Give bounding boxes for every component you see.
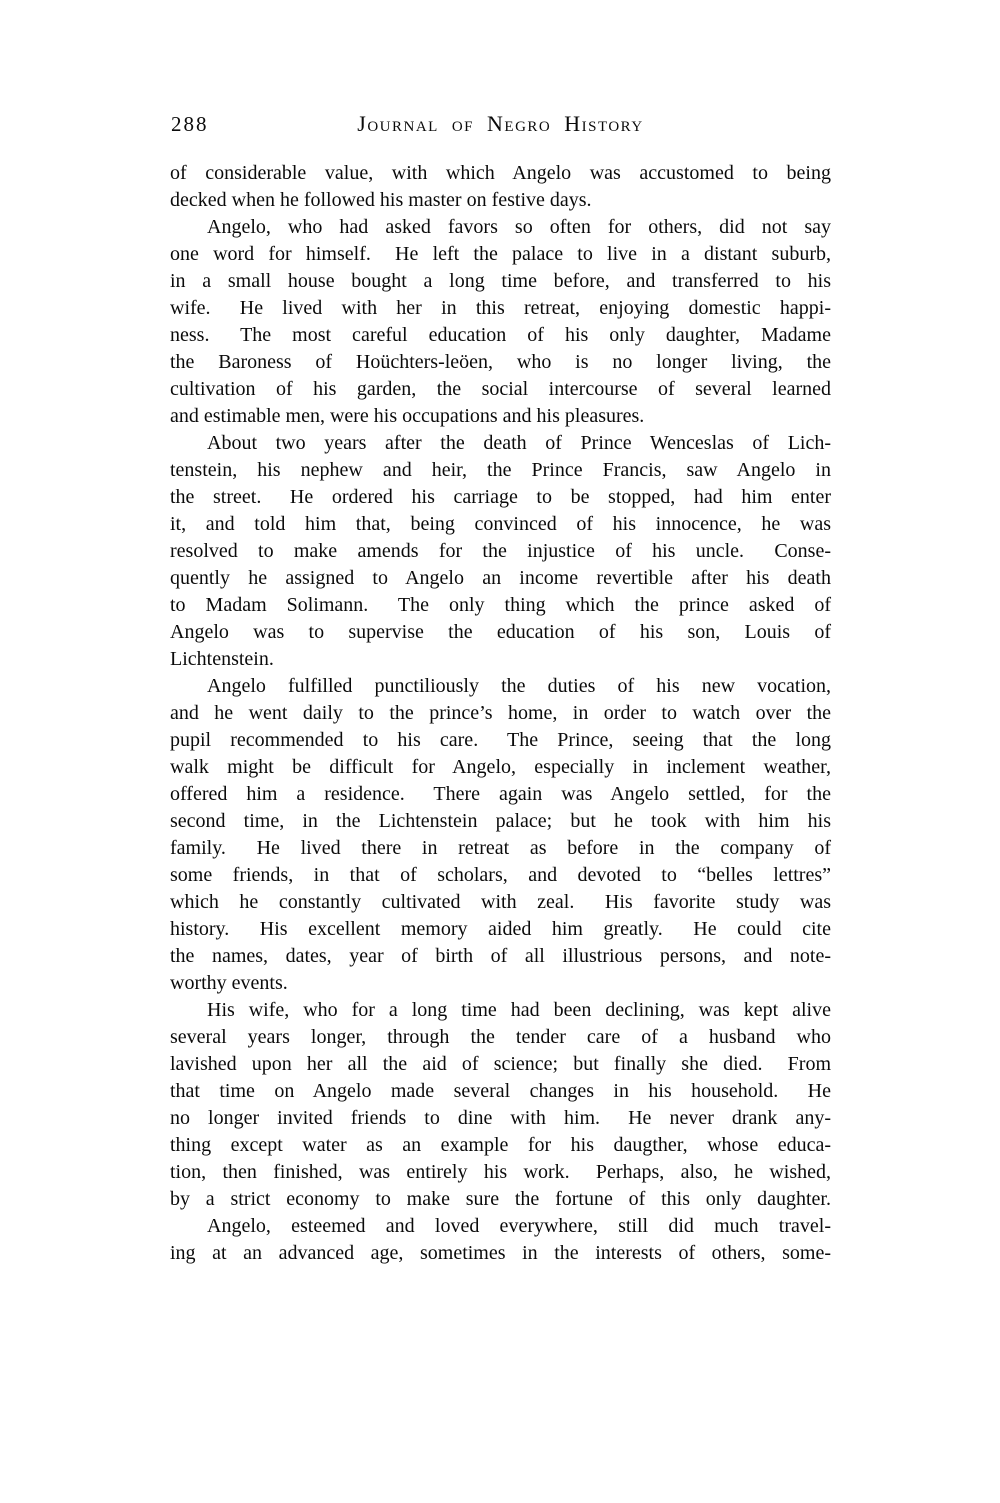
text-line: Angelo, esteemed and loved everywhere, still did much travel- (207, 1215, 831, 1237)
text-line: some friends, in that of scholars, and devoted to “belles lettres” (170, 864, 831, 886)
text-line: walk might be difficult for Angelo, especially in inclement weather, (170, 756, 831, 778)
paragraph (170, 1213, 831, 1267)
paragraph (170, 430, 831, 673)
paragraph (170, 997, 831, 1213)
text-line: ness. The most careful education of his only daughter, Madame (170, 324, 831, 346)
text-line: which he constantly cultivated with zeal. His favorite study was (170, 891, 831, 913)
text-line: cultivation of his garden, the social intercourse of several learned (170, 378, 831, 400)
text-line: About two years after the death of Prince Wenceslas of Lich- (207, 432, 831, 454)
page-number: 288 (171, 112, 209, 136)
text-line: Angelo was to supervise the education of his son, Louis of (170, 621, 831, 643)
paragraph (170, 160, 831, 214)
text-line: and he went daily to the prince’s home, in order to watch over the (170, 702, 831, 724)
paragraph (170, 214, 831, 430)
text-line: it, and told him that, being convinced of his innocence, he was (170, 513, 831, 535)
paragraph (170, 673, 831, 997)
text-line: the Baroness of Hoüchters-leöen, who is no longer living, the (170, 351, 831, 373)
text-line: lavished upon her all the aid of science; but finally she died. From (170, 1053, 831, 1075)
text-line: the street. He ordered his carriage to be stopped, had him enter (170, 486, 831, 508)
text-line: to Madam Solimann. The only thing which the prince asked of (170, 594, 831, 616)
text-line: one word for himself. He left the palace to live in a distant suburb, (170, 243, 831, 265)
text-line: Lichtenstein. (170, 648, 274, 670)
text-line: Angelo fulfilled punctiliously the duties of his new vocation, (207, 675, 831, 697)
text-line: ing at an advanced age, sometimes in the interests of others, some- (170, 1242, 831, 1264)
text-line: by a strict economy to make sure the fortune of this only daughter. (170, 1188, 831, 1210)
text-line: family. He lived there in retreat as before in the company of (170, 837, 831, 859)
text-line: wife. He lived with her in this retreat, enjoying domestic happi- (170, 297, 831, 319)
text-line: His wife, who for a long time had been declining, was kept alive (207, 999, 831, 1021)
text-line: Angelo, who had asked favors so often for others, did not say (207, 216, 831, 238)
text-line: resolved to make amends for the injustice of his uncle. Conse- (170, 540, 831, 562)
text-line: and estimable men, were his occupations and his pleasures. (170, 405, 645, 427)
body-text (170, 160, 831, 1267)
journal-title: Journal of Negro History (357, 111, 644, 136)
page-header (170, 110, 831, 140)
text-line: of considerable value, with which Angelo was accustomed to being (170, 162, 831, 184)
text-line: offered him a residence. There again was Angelo settled, for the (170, 783, 831, 805)
text-line: the names, dates, year of birth of all illustrious persons, and note- (170, 945, 831, 967)
text-line: thing except water as an example for his daugther, whose educa- (170, 1134, 831, 1156)
text-line: several years longer, through the tender care of a husband who (170, 1026, 831, 1048)
text-line: worthy events. (170, 972, 288, 994)
text-line: tenstein, his nephew and heir, the Prince Francis, saw Angelo in (170, 459, 831, 481)
text-line: tion, then finished, was entirely his work. Perhaps, also, he wished, (170, 1161, 831, 1183)
text-line: history. His excellent memory aided him greatly. He could cite (170, 918, 831, 940)
text-line: in a small house bought a long time before, and transferred to his (170, 270, 831, 292)
text-line: second time, in the Lichtenstein palace; but he took with him his (170, 810, 831, 832)
text-line: quently he assigned to Angelo an income revertible after his death (170, 567, 831, 589)
text-line: decked when he followed his master on festive days. (170, 189, 592, 211)
text-line: no longer invited friends to dine with him. He never drank any- (170, 1107, 831, 1129)
text-line: that time on Angelo made several changes in his household. He (170, 1080, 831, 1102)
text-line: pupil recommended to his care. The Prince, seeing that the long (170, 729, 831, 751)
